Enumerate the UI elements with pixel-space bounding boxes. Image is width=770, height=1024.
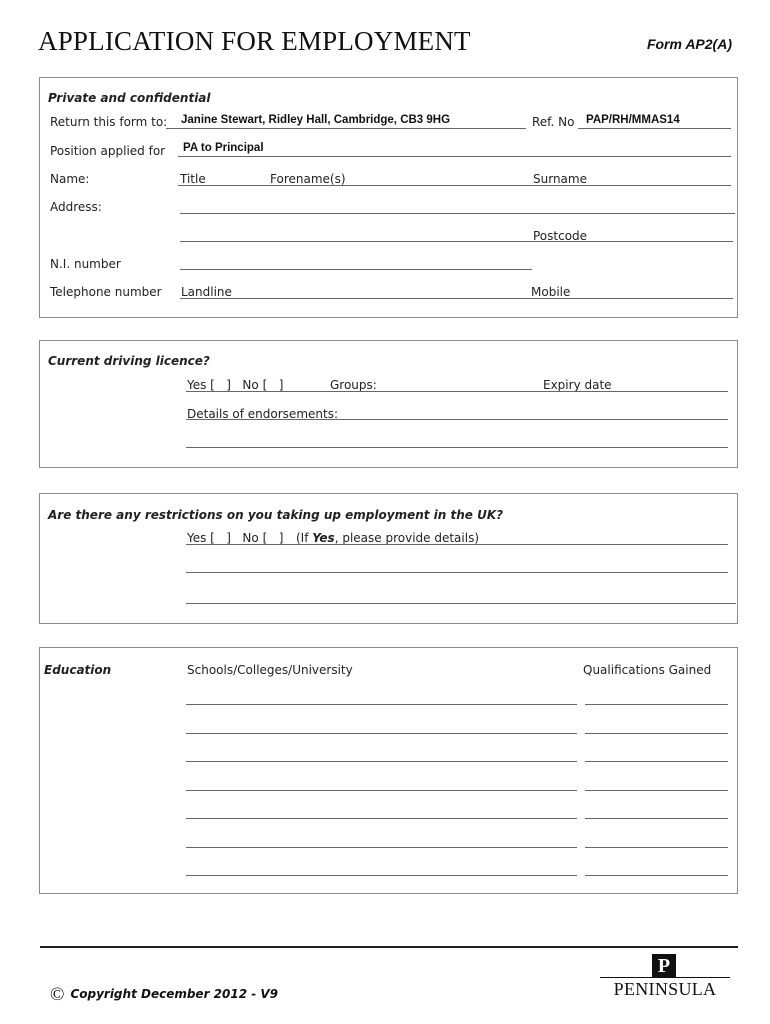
driving-yes-no-checkboxes[interactable]: Yes [ ] No [ ] bbox=[187, 378, 284, 392]
restrictions-details-field-2[interactable] bbox=[186, 572, 728, 573]
telephone-label: Telephone number bbox=[50, 285, 162, 299]
endorsements-field-1[interactable] bbox=[186, 419, 728, 420]
education-school-field[interactable] bbox=[186, 790, 577, 791]
ref-no-label: Ref. No bbox=[532, 115, 575, 129]
return-form-label: Return this form to: bbox=[50, 115, 168, 129]
surname-label: Surname bbox=[533, 172, 587, 186]
schools-column-header: Schools/Colleges/University bbox=[187, 663, 353, 677]
education-section bbox=[39, 647, 738, 894]
driving-groups-field[interactable] bbox=[186, 391, 728, 392]
peninsula-logo bbox=[600, 954, 730, 1000]
form-code: Form AP2(A) bbox=[646, 36, 732, 52]
education-school-field[interactable] bbox=[186, 761, 577, 762]
restrictions-heading: Are there any restrictions on you taking up employment in the UK? bbox=[48, 508, 504, 522]
title-label: Title bbox=[180, 172, 206, 186]
position-label: Position applied for bbox=[50, 144, 166, 158]
education-school-field[interactable] bbox=[186, 847, 577, 848]
endorsements-field-2[interactable] bbox=[186, 447, 728, 448]
ni-number-label: N.I. number bbox=[50, 257, 121, 271]
peninsula-logo-icon: P bbox=[652, 954, 676, 978]
copyright-notice bbox=[50, 984, 278, 1006]
forename-label: Forename(s) bbox=[270, 172, 346, 186]
endorsements-label: Details of endorsements: bbox=[187, 407, 338, 421]
ref-no-value: PAP/RH/MMAS14 bbox=[586, 114, 680, 126]
restrictions-details-field-1[interactable] bbox=[186, 544, 728, 545]
education-school-field[interactable] bbox=[186, 818, 577, 819]
address-label: Address: bbox=[50, 200, 102, 214]
name-field[interactable] bbox=[178, 185, 731, 186]
position-field[interactable] bbox=[178, 156, 731, 157]
return-form-field[interactable] bbox=[166, 128, 526, 129]
qualifications-column-header: Qualifications Gained bbox=[583, 663, 712, 677]
landline-label: Landline bbox=[181, 285, 232, 299]
expiry-date-label: Expiry date bbox=[543, 378, 612, 392]
education-qualification-field[interactable] bbox=[585, 875, 728, 876]
copyright-text: Copyright December 2012 - V9 bbox=[70, 987, 279, 1001]
driving-licence-heading: Current driving licence? bbox=[48, 354, 210, 368]
education-qualification-field[interactable] bbox=[585, 790, 728, 791]
education-heading: Education bbox=[44, 663, 112, 677]
address-field-line-1[interactable] bbox=[180, 213, 735, 214]
education-school-field[interactable] bbox=[186, 704, 577, 705]
groups-label: Groups: bbox=[330, 378, 377, 392]
postcode-label: Postcode bbox=[533, 229, 588, 243]
education-qualification-field[interactable] bbox=[585, 761, 728, 762]
education-qualification-field[interactable] bbox=[585, 818, 728, 819]
footer-divider bbox=[40, 946, 738, 948]
education-qualification-field[interactable] bbox=[585, 733, 728, 734]
restrictions-if-yes-note: (If Yes, please provide details) bbox=[296, 531, 480, 545]
restrictions-details-field-3[interactable] bbox=[186, 603, 736, 604]
return-form-value: Janine Stewart, Ridley Hall, Cambridge, CB3 9HG bbox=[181, 114, 451, 126]
ref-no-field[interactable] bbox=[578, 128, 731, 129]
name-label: Name: bbox=[50, 172, 90, 186]
position-value: PA to Principal bbox=[183, 142, 264, 154]
page-title: APPLICATION FOR EMPLOYMENT bbox=[38, 26, 471, 56]
education-school-field[interactable] bbox=[186, 733, 577, 734]
education-school-field[interactable] bbox=[186, 875, 577, 876]
telephone-field[interactable] bbox=[180, 298, 733, 299]
education-qualification-field[interactable] bbox=[585, 704, 728, 705]
ni-number-field[interactable] bbox=[180, 269, 532, 270]
private-confidential-heading: Private and confidential bbox=[48, 91, 211, 105]
peninsula-logo-text: PENINSULA bbox=[613, 979, 717, 999]
mobile-label: Mobile bbox=[531, 285, 571, 299]
address-field-line-2[interactable] bbox=[180, 241, 733, 242]
education-qualification-field[interactable] bbox=[585, 847, 728, 848]
restrictions-yes-no-checkboxes[interactable]: Yes [ ] No [ ] bbox=[187, 531, 284, 545]
copyright-icon: © bbox=[50, 984, 65, 1005]
